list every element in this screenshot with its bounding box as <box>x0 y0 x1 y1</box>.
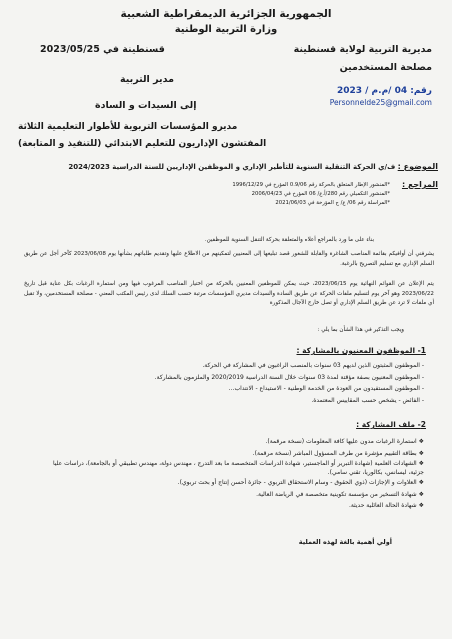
section-2-title: 2- ملف المشاركة : <box>356 420 426 429</box>
list-item: ❖ شهادة الحالة العائلية حديثة. <box>348 502 424 509</box>
list-item: ❖ شهادة التسخير من مؤسسة تكوينية متخصصة في الرياضة العالية. <box>256 490 424 498</box>
subject-text: ف/ي الحركة التنقلية السنوية للتأطير الإداري و الموظفين الإداريين للسنة الدراسية 2024/2023 <box>68 163 396 171</box>
references-label: المراجع : <box>401 180 438 189</box>
list-item: ❖ العلاوات و الإجازات (ذوي الحقوق - وسام الاستحقاق التربوي - جائزة أحسن إنتاج أو بحث تربوي). <box>177 479 424 486</box>
body-paragraph-3: يتم الإعلان عن القوائم النهائية يوم 2023/06/15، حيث يمكن للموظفين المعنيين بالحركة من اختيار المناصب المرغوب فيها ومن استمارة الرغبات بكل عناية قبل تاريخ 2023/06/22 وهو آخر يوم لتسليم ملفات الحركة عن طريق السادة والسيدات مديري المؤسسات مرتبة حسب السلك لدى رئيس المكتب المعني - مصلحة المستخدمين، ولا تقبل أي ملفات لا ترد عن طريق السلم الإداري أو تصل خارج الآجال المذكورة <box>24 281 434 306</box>
recipient-line-1: مديرو المؤسسات التربوية للأطوار التعليمية الثلاثة <box>18 122 238 132</box>
body-paragraph-1: بناء على ما ورد بالمراجع أعلاه والمتعلقة بحركة التنقل السنوية للموظفين. <box>204 237 374 243</box>
service-name: مصلحة المستخدمين <box>339 62 432 73</box>
republic-title: الجمهورية الجزائرية الديمقراطية الشعبية <box>120 8 332 20</box>
sender-title: مدير التربية <box>120 74 174 85</box>
subject-label: الموضوع : <box>397 162 438 171</box>
body-paragraph-2: يشرفني أن أوافيكم بقائمة المناصب الشاغرة والقابلة للشغور قصد تبليغها إلى المعنيين لتمكينهم من الاطلاع عليها وتقديم طلباتهم بشأنها يوم 2023/06/08 كآخر أجل عن طريق السلم الإداري مع تسليم التصريح بالرغبة. <box>24 251 434 267</box>
reference-item-2: *المنشور التكميلي رقم 280/أ.ع/ 06 المؤرخ في 2006/04/23 <box>251 191 390 197</box>
email-address: Personnelde25@gmail.com <box>329 98 432 107</box>
ministry-title: وزارة التربية الوطنية <box>174 24 278 35</box>
list-item: ❖ الشهادات العلمية (شهادة التبرير أو الماجستير، شهادة الدراسات المتخصصة ما بعد التدرج ، مهندس دولة، مهندس تطبيقي أو بالجامعة)، دراسات عليا جزئية، ليسانس، بكالوريا، تقني سامي). <box>52 460 424 476</box>
reference-item-3: *المراسلة رقم 06/ ع/ ج المؤرخة في 2021/06/03 <box>275 200 390 206</box>
directorate-name: مديرية التربية لولاية قسنطينة <box>293 44 432 55</box>
list-item: - الموظفون المستفيدون من العودة من الخدمة الوطنية - الاستيداع - الانتداب... <box>228 385 424 392</box>
list-item: ❖ بطاقة التقييم مؤشرة من طرف المسؤول المباشر (نسخة مرقمة). <box>252 449 424 457</box>
list-item: - الموظفون المعنيون بصفة مؤقتة لمدة 03 سنوات خلال السنة الدراسية 2020/2019 والملزمون بالمشاركة. <box>154 373 424 381</box>
recipient-intro: إلى السيدات و السادة <box>95 100 197 111</box>
list-item: - الموظفون المثبتون الذين لديهم 03 سنوات بالمنصب الراغبون في المشاركة في الحركة. <box>202 362 424 369</box>
list-item: ❖ استمارة الرغبات مدون عليها كافة المعلومات (نسخة مرقمة). <box>265 438 424 445</box>
closing-line: أولي أهمية بالغة لهذه العملية <box>298 538 392 546</box>
reference-item-1: *المنشور الإطار المتعلق بالحركة رقم 0.9/06 المؤرخ في 1996/12/29 <box>232 182 390 188</box>
section-1-list <box>40 360 424 406</box>
subject-line <box>14 162 438 171</box>
section-2-list <box>40 436 424 512</box>
section-1-title: 1- الموظفون المعنيون بالمشاركة : <box>296 346 426 355</box>
reference-number: رقم: 04 /م.م / 2023 <box>336 86 432 96</box>
recipient-line-2: المفتشون الإداريون للتعليم الابتدائي (للتنفيذ و المتابعة) <box>18 139 267 149</box>
body-paragraph-4: ويجب التذكير في هذا الشأن بما يلي : <box>317 327 404 333</box>
date-line: قسنطينة في 2023/05/25 <box>40 44 165 55</box>
list-item: - الفائض - يشخص حسب المقاييس المعتمدة. <box>311 396 424 404</box>
